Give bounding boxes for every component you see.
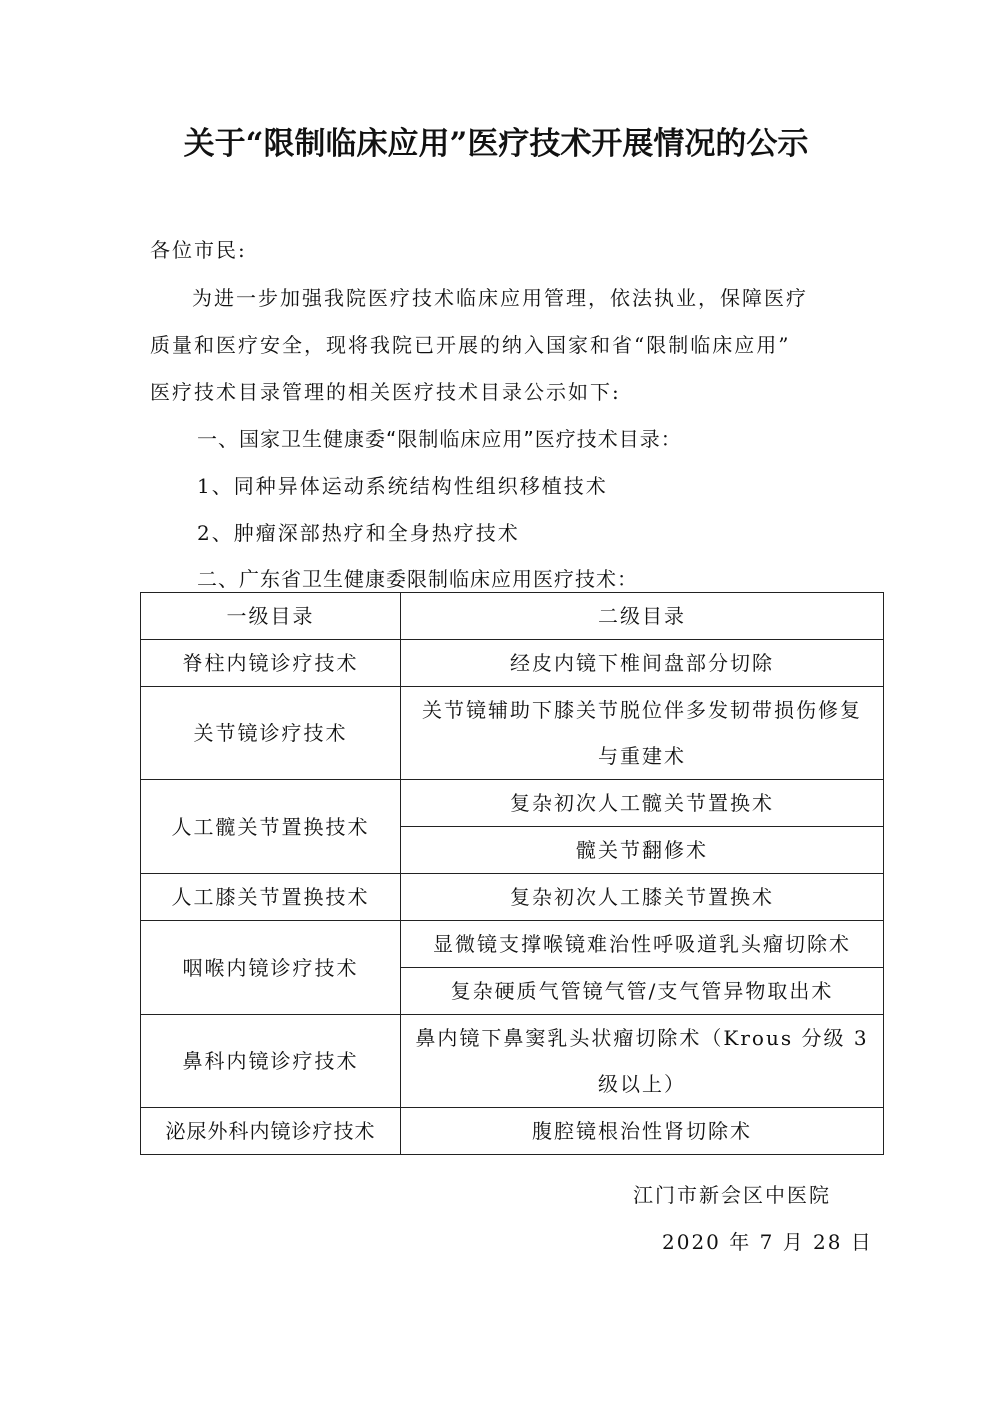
header-level1: 一级目录 <box>141 593 401 640</box>
intro-line-2: 质量和医疗安全，现将我院已开展的纳入国家和省“限制临床应用” <box>150 333 791 357</box>
table-row <box>141 874 884 921</box>
table-row <box>141 780 884 827</box>
category-cell: 关节镜诊疗技术 <box>141 687 401 780</box>
subitem-cell: 复杂硬质气管镜气管/支气管异物取出术 <box>401 968 884 1015</box>
document-title: 关于“限制临床应用”医疗技术开展情况的公示 <box>183 126 809 162</box>
table-row <box>141 687 884 780</box>
signature-organization: 江门市新会区中医院 <box>633 1183 831 1207</box>
category-cell: 人工髋关节置换技术 <box>141 780 401 874</box>
subitem-cell: 关节镜辅助下膝关节脱位伴多发韧带损伤修复与重建术 <box>401 687 884 780</box>
technology-table <box>140 592 884 1155</box>
subitem-cell: 经皮内镜下椎间盘部分切除 <box>401 640 884 687</box>
subitem-cell: 髋关节翻修术 <box>401 827 884 874</box>
section1-item-2: 2、肿瘤深部热疗和全身热疗技术 <box>197 521 520 545</box>
subitem-cell: 腹腔镜根治性肾切除术 <box>401 1108 884 1155</box>
signature-date: 2020 年 7 月 28 日 <box>662 1230 873 1254</box>
greeting: 各位市民: <box>150 238 247 262</box>
table-header-row <box>141 593 884 640</box>
category-cell: 鼻科内镜诊疗技术 <box>141 1015 401 1108</box>
table-row <box>141 640 884 687</box>
subitem-cell: 复杂初次人工髋关节置换术 <box>401 780 884 827</box>
table-row <box>141 1108 884 1155</box>
subitem-cell: 复杂初次人工膝关节置换术 <box>401 874 884 921</box>
section2-heading: 二、广东省卫生健康委限制临床应用医疗技术： <box>197 567 638 591</box>
header-level2: 二级目录 <box>401 593 884 640</box>
subitem-cell: 显微镜支撑喉镜难治性呼吸道乳头瘤切除术 <box>401 921 884 968</box>
section1-item-1: 1、同种异体运动系统结构性组织移植技术 <box>197 474 608 498</box>
section1-heading: 一、国家卫生健康委“限制临床应用”医疗技术目录： <box>197 427 682 451</box>
category-cell: 人工膝关节置换技术 <box>141 874 401 921</box>
intro-line-3: 医疗技术目录管理的相关医疗技术目录公示如下: <box>150 380 621 404</box>
category-cell: 脊柱内镜诊疗技术 <box>141 640 401 687</box>
category-cell: 泌尿外科内镜诊疗技术 <box>141 1108 401 1155</box>
intro-line-1: 为进一步加强我院医疗技术临床应用管理，依法执业，保障医疗 <box>192 286 808 310</box>
subitem-cell: 鼻内镜下鼻窦乳头状瘤切除术（Krous 分级 3 级以上） <box>401 1015 884 1108</box>
table-row <box>141 1015 884 1108</box>
table-row <box>141 921 884 968</box>
category-cell: 咽喉内镜诊疗技术 <box>141 921 401 1015</box>
